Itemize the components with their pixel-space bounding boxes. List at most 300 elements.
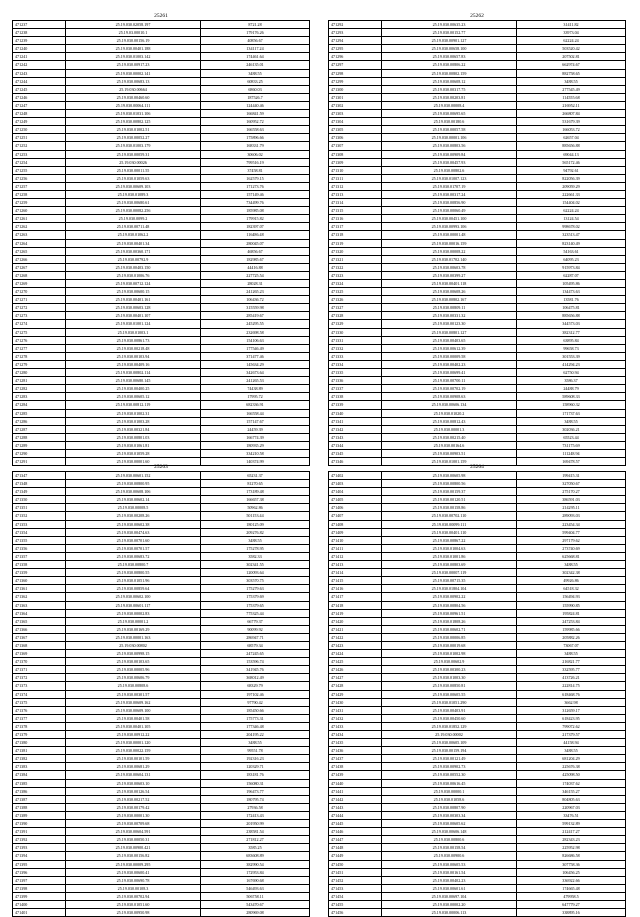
row-id-cell: 471340 — [329, 409, 382, 417]
account-code-cell: 25.19.030.02058.197 — [66, 21, 201, 29]
table-row — [329, 296, 626, 304]
account-code-cell: 25.19.030.00998.15 — [66, 650, 201, 658]
amount-cell: 241265.53 — [201, 377, 310, 385]
amount-cell: 195824.81 — [517, 609, 626, 617]
amount-cell: 24488.79 — [517, 385, 626, 393]
row-id-cell: 471357 — [13, 552, 66, 560]
account-code-cell: 25.19.030.00635.23 — [382, 21, 517, 29]
panel-title: 25264 — [470, 464, 484, 470]
row-id-cell: 471381 — [13, 747, 66, 755]
table-row — [329, 836, 626, 844]
table-row — [13, 352, 310, 360]
account-code-cell: 25.19.030.00064.111 — [66, 101, 201, 109]
table-row — [329, 714, 626, 722]
account-code-cell: 25.19.030.00867.22 — [382, 536, 517, 544]
table-row — [13, 641, 310, 649]
amount-cell: 60833.25 — [201, 77, 310, 85]
amount-cell: 217379.57 — [517, 731, 626, 739]
table-row — [13, 787, 310, 795]
account-code-cell: 25.19.030.00690.78 — [66, 876, 201, 884]
table-row — [13, 884, 310, 892]
table-row — [329, 239, 626, 247]
row-id-cell: 471440 — [329, 779, 382, 787]
table-row — [329, 488, 626, 496]
account-code-cell: 25.19.030.00702.94 — [66, 892, 201, 900]
row-id-cell: 471292 — [329, 21, 382, 29]
row-id-cell: 471337 — [329, 385, 382, 393]
amount-cell: 282343.23 — [517, 836, 626, 844]
row-id-cell: 471303 — [329, 110, 382, 118]
row-id-cell: 471272 — [13, 304, 66, 312]
table-row — [329, 771, 626, 779]
account-code-cell: 25.19.030.00680.61 — [66, 199, 201, 207]
table-row — [329, 304, 626, 312]
amount-cell: 201950.99 — [201, 820, 310, 828]
row-id-cell: 471276 — [13, 336, 66, 344]
account-code-cell: 25.19.030.00961.51 — [382, 609, 517, 617]
amount-cell: 3582.33 — [201, 552, 310, 560]
account-code-cell: 25.19.030.01062.2 — [66, 231, 201, 239]
table-row — [329, 215, 626, 223]
account-code-cell: 25.19.030.00121.49 — [382, 755, 517, 763]
row-id-cell: 471324 — [329, 280, 382, 288]
account-code-cell: 25.19.030.00152.77 — [382, 29, 517, 37]
table-row — [329, 739, 626, 747]
row-id-cell: 471242 — [13, 61, 66, 69]
amount-cell: 271812.27 — [201, 836, 310, 844]
row-id-cell: 471296 — [329, 53, 382, 61]
amount-cell: 180125.09 — [201, 520, 310, 528]
table-row — [329, 633, 626, 641]
row-id-cell: 471283 — [13, 393, 66, 401]
account-code-cell: 25.19.030.00180.6 — [382, 118, 517, 126]
amount-cell: 599404.77 — [517, 528, 626, 536]
account-code-cell: 25.19.030.00664 — [66, 85, 201, 93]
row-id-cell: 471452 — [329, 876, 382, 884]
row-id-cell: 471358 — [13, 561, 66, 569]
row-id-cell: 471313 — [329, 190, 382, 198]
table-row — [329, 884, 626, 892]
account-code-cell: 25.19.030.01004.63 — [382, 544, 517, 552]
table-row — [329, 21, 626, 29]
row-id-cell: 471437 — [329, 755, 382, 763]
amount-cell: 64095.23 — [517, 255, 626, 263]
table-row — [13, 836, 310, 844]
table-row — [13, 714, 310, 722]
account-code-cell: 25.19.030.00602.9 — [382, 658, 517, 666]
row-id-cell: 471415 — [329, 577, 382, 585]
row-id-cell: 471256 — [13, 174, 66, 182]
row-id-cell: 471353 — [13, 520, 66, 528]
amount-cell: 90099.92 — [201, 625, 310, 633]
account-code-cell: 25.19.030.00052.27 — [66, 134, 201, 142]
amount-cell: 247245.65 — [201, 650, 310, 658]
account-code-cell: 25.19.030.00900.6 — [382, 852, 517, 860]
table-row — [13, 747, 310, 755]
table-row — [329, 909, 626, 917]
account-code-cell: 25.19.030.00401.118 — [382, 280, 517, 288]
row-id-cell: 471311 — [329, 174, 382, 182]
row-id-cell: 471414 — [329, 569, 382, 577]
row-id-cell: 471238 — [13, 29, 66, 37]
account-code-cell: 25.19.030.00011.55 — [66, 166, 201, 174]
account-code-cell: 25.19.030.00801.127 — [382, 328, 517, 336]
amount-cell: 799072.62 — [517, 722, 626, 730]
account-code-cell: 25.19.030.00321.84 — [66, 425, 201, 433]
row-id-cell: 471424 — [329, 650, 382, 658]
amount-cell: 280969.08 — [201, 909, 310, 917]
table-row — [329, 852, 626, 860]
table-row — [329, 401, 626, 409]
table-row — [13, 601, 310, 609]
table-row — [329, 674, 626, 682]
table-row — [13, 288, 310, 296]
row-id-cell: 471320 — [329, 247, 382, 255]
account-code-cell: 25.19.030.00301.57 — [66, 690, 201, 698]
amount-cell: 371477.46 — [201, 352, 310, 360]
amount-cell: 238581.54 — [201, 828, 310, 836]
row-id-cell: 471318 — [329, 231, 382, 239]
account-code-cell: 25.19.030.00807.90 — [382, 803, 517, 811]
ledger-table — [12, 20, 310, 466]
account-code-cell: 25.19.030.00993.106 — [382, 223, 517, 231]
table-row — [329, 207, 626, 215]
account-code-cell: 25.19.030.00802.167 — [382, 296, 517, 304]
table-row — [13, 441, 310, 449]
row-id-cell: 471398 — [13, 884, 66, 892]
table-row — [329, 77, 626, 85]
amount-cell: 277545.49 — [517, 85, 626, 93]
table-row — [329, 360, 626, 368]
row-id-cell: 471321 — [329, 255, 382, 263]
table-row — [13, 682, 310, 690]
ledger-table — [12, 471, 310, 917]
amount-cell: 214295.11 — [517, 504, 626, 512]
account-code-cell: 25.19.030.00050.31 — [66, 836, 201, 844]
amount-cell: 116486.48 — [201, 231, 310, 239]
amount-cell: 68329.79 — [201, 682, 310, 690]
row-id-cell: 471282 — [13, 385, 66, 393]
row-id-cell: 471314 — [329, 199, 382, 207]
account-code-cell: 25.19.030.00001.106 — [382, 134, 517, 142]
table-row — [329, 569, 626, 577]
amount-cell: 885656.88 — [517, 142, 626, 150]
account-code-cell: 25.19.030.00401.161 — [66, 296, 201, 304]
table-row — [329, 255, 626, 263]
account-code-cell: 25.19.030.00026 — [66, 158, 201, 166]
row-id-cell: 471329 — [329, 320, 382, 328]
amount-cell: 31411.82 — [517, 21, 626, 29]
table-row — [329, 658, 626, 666]
table-row — [329, 158, 626, 166]
row-id-cell: 471269 — [13, 280, 66, 288]
account-code-cell: 25.19.030.00317.24 — [382, 190, 517, 198]
table-row — [329, 336, 626, 344]
amount-cell: 382990.54 — [201, 860, 310, 868]
row-id-cell: 471396 — [13, 868, 66, 876]
table-row — [13, 215, 310, 223]
table-row — [13, 909, 310, 917]
account-code-cell: 25.19.030.00800.55 — [66, 569, 201, 577]
account-code-cell: 25.19.030.00605.55 — [382, 690, 517, 698]
row-id-cell: 471290 — [13, 449, 66, 457]
table-row — [329, 512, 626, 520]
row-id-cell: 471299 — [329, 77, 382, 85]
amount-cell: 33476.51 — [517, 811, 626, 819]
amount-cell: 246135.01 — [201, 61, 310, 69]
amount-cell: 338895.16 — [517, 909, 626, 917]
account-code-cell: 25.19.030.00715.35 — [382, 577, 517, 585]
row-id-cell: 471327 — [329, 304, 382, 312]
table-row — [13, 69, 310, 77]
row-id-cell: 471289 — [13, 441, 66, 449]
amount-cell: 97790.42 — [201, 698, 310, 706]
account-code-cell: 25.19.030.01003.179 — [66, 142, 201, 150]
account-code-cell: 25.19.030.00681.29 — [66, 763, 201, 771]
table-row — [329, 29, 626, 37]
row-id-cell: 471307 — [329, 142, 382, 150]
account-code-cell: 25.19.030.00800.7 — [66, 561, 201, 569]
account-code-cell: 25.19.030.00179.42 — [66, 803, 201, 811]
table-row — [13, 480, 310, 488]
row-id-cell: 471430 — [329, 698, 382, 706]
account-code-cell: 25.19.030.00002.83 — [66, 609, 201, 617]
amount-cell: 13581.76 — [517, 296, 626, 304]
table-row — [13, 142, 310, 150]
table-row — [13, 61, 310, 69]
row-id-cell: 471249 — [13, 118, 66, 126]
account-code-cell: 25.19.030.00009.58 — [382, 352, 517, 360]
row-id-cell: 471260 — [13, 207, 66, 215]
table-row — [13, 795, 310, 803]
amount-cell: 275170.27 — [517, 488, 626, 496]
table-row — [13, 93, 310, 101]
account-code-cell: 25.19.030.00605.53 — [382, 860, 517, 868]
table-row — [13, 336, 310, 344]
row-id-cell: 471301 — [329, 93, 382, 101]
row-id-cell: 471416 — [329, 585, 382, 593]
table-row — [329, 247, 626, 255]
table-row — [329, 393, 626, 401]
row-id-cell: 471448 — [329, 844, 382, 852]
account-code-cell: 25.19.030.01001.86 — [382, 552, 517, 560]
table-row — [13, 158, 310, 166]
row-id-cell: 471345 — [329, 449, 382, 457]
table-row — [329, 803, 626, 811]
row-id-cell: 471240 — [13, 45, 66, 53]
row-id-cell: 471251 — [13, 134, 66, 142]
table-row — [13, 369, 310, 377]
table-row — [329, 480, 626, 488]
row-id-cell: 471295 — [329, 45, 382, 53]
row-id-cell: 471264 — [13, 239, 66, 247]
amount-cell: 175896.66 — [201, 134, 310, 142]
account-code-cell: 25.19.030.00169.29 — [66, 625, 201, 633]
table-row — [329, 231, 626, 239]
row-id-cell: 471342 — [329, 425, 382, 433]
amount-cell: 24459.39 — [201, 425, 310, 433]
account-code-cell: 25.19.030.00912.22 — [66, 731, 201, 739]
table-row — [13, 53, 310, 61]
account-code-cell: 25.19.030.00060.49 — [382, 207, 517, 215]
table-row — [329, 263, 626, 271]
row-id-cell: 471315 — [329, 207, 382, 215]
panel-title: 25261 — [154, 13, 168, 19]
amount-cell: 225952.98 — [517, 844, 626, 852]
table-row — [329, 779, 626, 787]
table-row — [329, 45, 626, 53]
account-code-cell: 25.19.030.00699.41 — [382, 369, 517, 377]
row-id-cell: 471372 — [13, 674, 66, 682]
account-code-cell: 25.19.030.00451.100 — [382, 215, 517, 223]
amount-cell: 625668.81 — [517, 552, 626, 560]
row-id-cell: 471263 — [13, 231, 66, 239]
amount-cell: 175773.31 — [201, 714, 310, 722]
row-id-cell: 471351 — [13, 504, 66, 512]
account-code-cell: 25.19.030.00300.23 — [382, 666, 517, 674]
account-code-cell: 25.19.030.00802.114 — [66, 369, 201, 377]
table-row — [329, 698, 626, 706]
row-id-cell: 471359 — [13, 569, 66, 577]
account-code-cell: 25.19.030.01059.28 — [66, 449, 201, 457]
row-id-cell: 471333 — [329, 352, 382, 360]
table-row — [329, 544, 626, 552]
account-code-cell: 25.19.030.00683.72 — [66, 552, 201, 560]
amount-cell: 37458.81 — [201, 166, 310, 174]
account-code-cell: 25.19.030.00695.65 — [382, 110, 517, 118]
row-id-cell: 471262 — [13, 223, 66, 231]
account-code-cell: 25.19.030.01002.31 — [66, 409, 201, 417]
account-code-cell: 25.19.030.00401.110 — [382, 528, 517, 536]
table-row — [13, 876, 310, 884]
row-id-cell: 471434 — [329, 731, 382, 739]
row-id-cell: 471278 — [13, 352, 66, 360]
amount-cell: 546493.63 — [201, 884, 310, 892]
table-row — [329, 93, 626, 101]
amount-cell: 196473.77 — [201, 787, 310, 795]
account-code-cell: 25.19.030.00604.591 — [66, 828, 201, 836]
row-id-cell: 471334 — [329, 360, 382, 368]
table-row — [13, 617, 310, 625]
account-code-cell: 25.19.030.00001.2 — [66, 617, 201, 625]
amount-cell: 175379.69 — [201, 593, 310, 601]
table-row — [13, 360, 310, 368]
account-code-cell: 25.19.030.00217.52 — [66, 795, 201, 803]
account-code-cell: 25.19.030.01003.30 — [382, 674, 517, 682]
row-id-cell: 471291 — [13, 458, 66, 466]
row-id-cell: 471302 — [329, 101, 382, 109]
row-id-cell: 471422 — [329, 633, 382, 641]
amount-cell: 731175.69 — [517, 441, 626, 449]
amount-cell: 40856.67 — [201, 37, 310, 45]
table-row — [329, 706, 626, 714]
amount-cell: 174037.62 — [517, 779, 626, 787]
amount-cell: 681204.29 — [517, 755, 626, 763]
table-row — [329, 37, 626, 45]
row-id-cell: 471338 — [329, 393, 382, 401]
table-row — [329, 828, 626, 836]
amount-cell: 106475.81 — [517, 304, 626, 312]
table-row — [329, 844, 626, 852]
account-code-cell: 25.19.030.00450.60 — [382, 714, 517, 722]
row-id-cell: 471317 — [329, 223, 382, 231]
account-code-cell: 25.19.030.00700.11 — [382, 377, 517, 385]
account-code-cell: 25.19.030.00002 — [382, 731, 517, 739]
row-id-cell: 471271 — [13, 296, 66, 304]
amount-cell: 166841.59 — [201, 110, 310, 118]
row-id-cell: 471328 — [329, 312, 382, 320]
row-id-cell: 471423 — [329, 641, 382, 649]
table-row — [13, 344, 310, 352]
row-id-cell: 471293 — [329, 29, 382, 37]
row-id-cell: 471379 — [13, 731, 66, 739]
account-code-cell: 25.19.030.00057.58 — [382, 126, 517, 134]
table-row — [329, 731, 626, 739]
amount-cell: 106456.25 — [517, 868, 626, 876]
table-row — [329, 199, 626, 207]
amount-cell: 223454.34 — [517, 520, 626, 528]
account-code-cell: 25.19.030.00605.98 — [382, 472, 517, 480]
account-code-cell: 25.19.030.00861.73 — [66, 336, 201, 344]
amount-cell: 13124.54 — [517, 215, 626, 223]
table-row — [329, 860, 626, 868]
table-row — [13, 417, 310, 425]
account-code-cell: 25.19.030.00552.30 — [382, 771, 517, 779]
row-id-cell: 471250 — [13, 126, 66, 134]
amount-cell: 232698.58 — [201, 328, 310, 336]
account-code-cell: 25.19.030.01702.140 — [382, 255, 517, 263]
amount-cell: 336922.66 — [517, 876, 626, 884]
amount-cell: 227725.54 — [201, 271, 310, 279]
table-row — [13, 280, 310, 288]
amount-cell: 3488.55 — [201, 739, 310, 747]
table-row — [329, 352, 626, 360]
row-id-cell: 471399 — [13, 892, 66, 900]
table-row — [329, 876, 626, 884]
amount-cell: 315559.98 — [201, 304, 310, 312]
account-code-cell: 25.19.030.00605.62 — [382, 820, 517, 828]
row-id-cell: 471316 — [329, 215, 382, 223]
table-row — [13, 658, 310, 666]
account-code-cell: 25.19.030.00215.40 — [382, 433, 517, 441]
account-code-cell: 25.19.030.00850.81 — [382, 682, 517, 690]
row-id-cell: 471402 — [329, 472, 382, 480]
account-code-cell: 25.19.030.00602.38 — [66, 520, 201, 528]
row-id-cell: 471443 — [329, 803, 382, 811]
account-code-cell: 25.19.030.00606.134 — [382, 401, 517, 409]
row-id-cell: 471336 — [329, 377, 382, 385]
account-code-cell: 25.19.030.00603.10 — [66, 779, 201, 787]
account-code-cell: 25.19.030.00474.63 — [66, 528, 201, 536]
row-id-cell: 471243 — [13, 69, 66, 77]
account-code-cell: 25.19.03.00010.1 — [66, 29, 201, 37]
table-row — [13, 304, 310, 312]
amount-cell: 187526.7 — [201, 93, 310, 101]
account-code-cell: 25.19.030.00159.194 — [382, 747, 517, 755]
row-id-cell: 471413 — [329, 561, 382, 569]
table-row — [13, 134, 310, 142]
table-row — [329, 666, 626, 674]
account-code-cell: 25.19.030.00460.60 — [66, 93, 201, 101]
account-code-cell: 25.19.030.00402.23 — [382, 876, 517, 884]
table-row — [13, 536, 310, 544]
table-row — [13, 166, 310, 174]
account-code-cell: 25.19.030.00401.58 — [66, 714, 201, 722]
account-code-cell: 25.19.030.01058.6 — [382, 795, 517, 803]
amount-cell: 826686.58 — [517, 852, 626, 860]
amount-cell: 822056.39 — [517, 174, 626, 182]
account-code-cell: 25.19.030.00008.5 — [66, 504, 201, 512]
